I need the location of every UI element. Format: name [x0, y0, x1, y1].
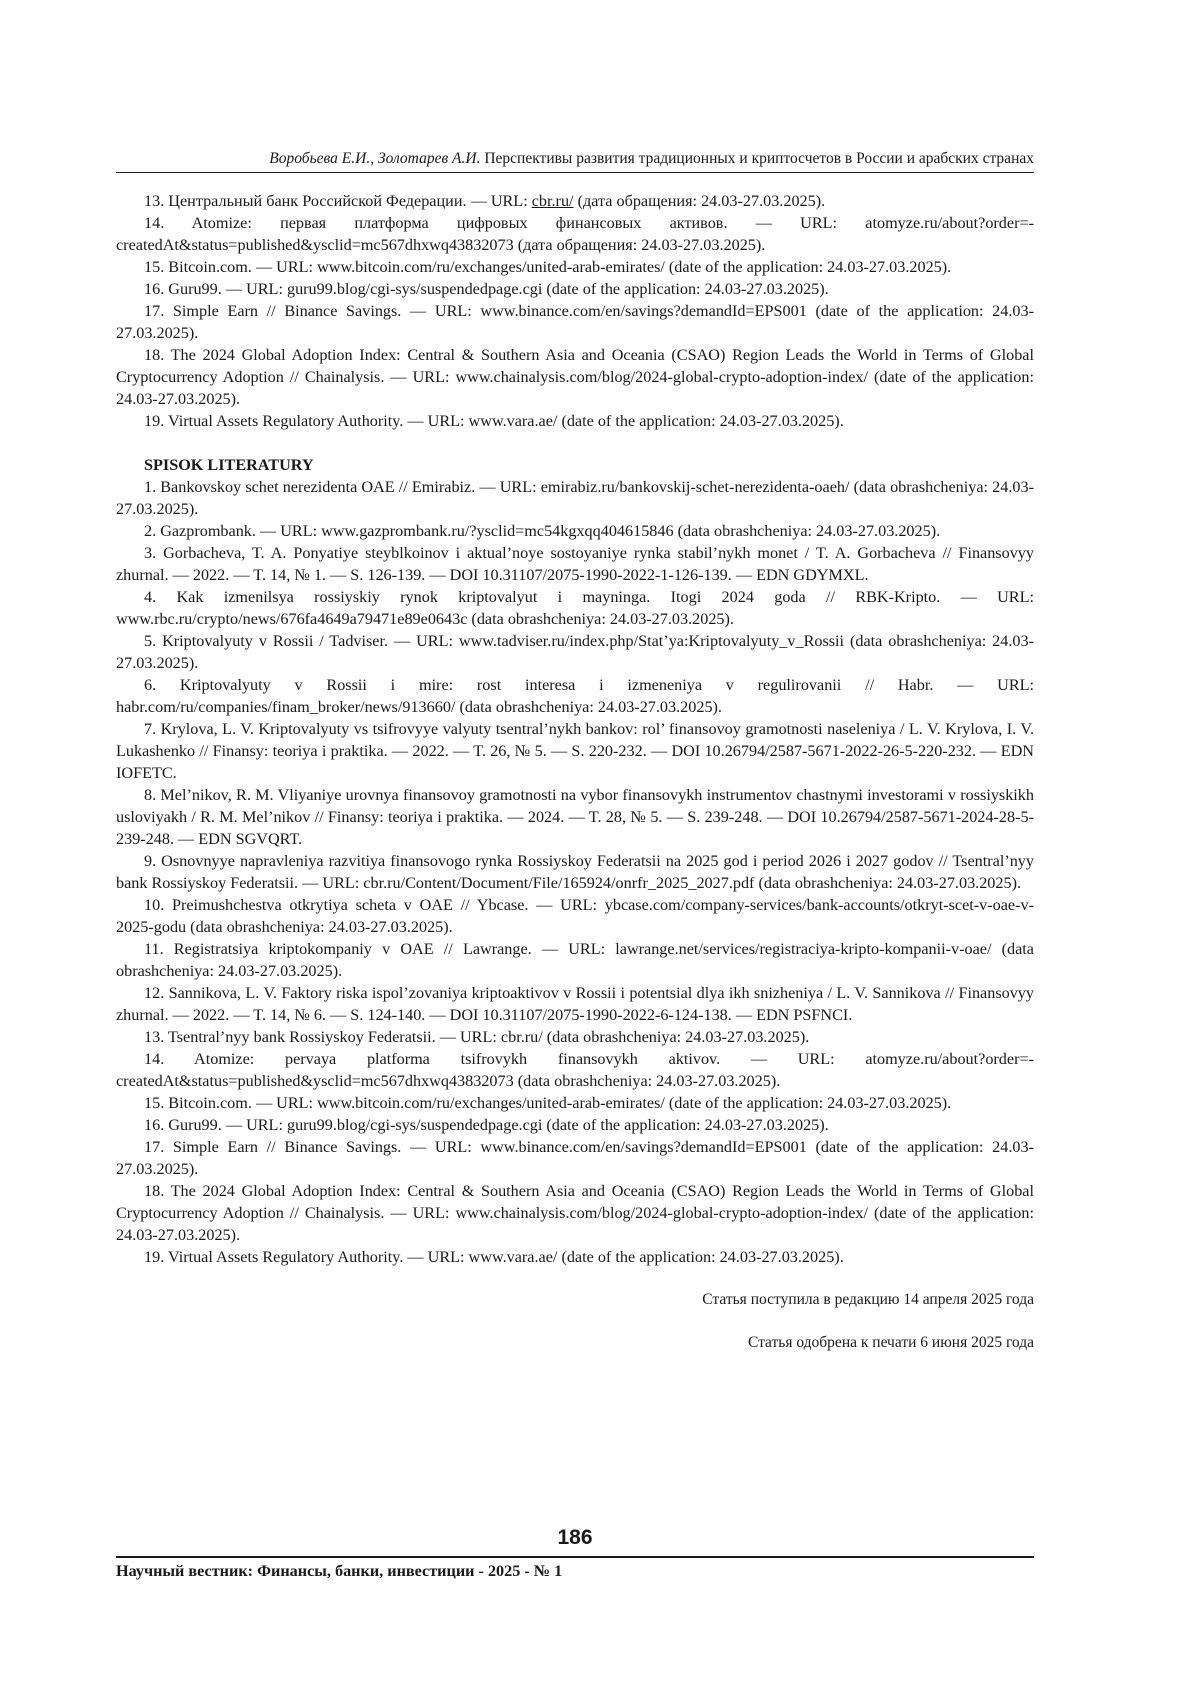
received-date: Статья поступила в редакцию 14 апреля 2025 года — [702, 1291, 1034, 1308]
section-heading: SPISOK LITERATURY — [144, 456, 314, 474]
reference-item — [116, 344, 1034, 410]
reference-item: 11. Registratsiya kriptokompaniy v OAE // Lawrange. — URL: lawrange.net/services/registraciya-kripto-kompanii-v-oae/ (data obrashcheniya: 24.03-27.03.2025). — [116, 940, 1034, 980]
reference-text: 17. Simple Earn // Binance Savings. — URL: www.binance.com/en/savings?demandId=EPS001 (date of the application: 24.03-27.03.2025). — [116, 302, 1034, 342]
reference-item — [116, 410, 1034, 432]
reference-item — [116, 300, 1034, 344]
reference-item: 8. Mel’nikov, R. M. Vliyaniye urovnya finansovoy gramotnosti na vybor finansovykh instrumentov chastnymi investorami v rossiyskikh usloviyakh / R. M. Mel’nikov // Finansy: teoriya i praktika. — 2024. — T. 28, № 5. — S. 239-248. — DOI 10.26794/2587-5671-2024-28-5-239-248. — EDN SGVQRT. — [116, 786, 1034, 848]
reference-item: 17. Simple Earn // Binance Savings. — URL: www.binance.com/en/savings?demandId=EPS001 (date of the application: 24.03-27.03.2025). — [116, 1138, 1034, 1178]
reference-link[interactable]: cbr.ru/ — [531, 192, 574, 210]
reference-item: 1. Bankovskoy schet nerezidenta OAE // Emirabiz. — URL: emirabiz.ru/bankovskij-schet-nerezidenta-oaeh/ (data obrashcheniya: 24.03-27.03.2025). — [116, 478, 1034, 518]
reference-item: 7. Krylova, L. V. Kriptovalyuty vs tsifrovyye valyuty tsentral’nykh bankov: rol’ finansovoy gramotnosti naseleniya / L. V. Krylova, I. V. Lukashenko // Finansy: teoriya i praktika. — 2022. — T. 26, № 5. — S. 220-232. — DOI 10.26794/2587-5671-2022-26-5-220-232. — EDN IOFETC. — [116, 720, 1034, 782]
approved-date: Статья одобрена к печати 6 июня 2025 года — [747, 1334, 1034, 1351]
reference-text: 19. Virtual Assets Regulatory Authority. — URL: www.vara.ae/ (date of the application: 24.03-27.03.2025). — [144, 412, 844, 430]
journal-title: Научный вестник: Финансы, банки, инвестиции - 2025 - № 1 — [116, 1562, 563, 1580]
reference-text: 18. The 2024 Global Adoption Index: Central & Southern Asia and Oceania (CSAO) Region Leads the World in Terms of Global Cryptocurrency Adoption // Chainalysis. — URL: www.chainalysis.com/blog/2024-global-crypto-adoption-index/ (date of the application: 24.03-27.03.2025). — [116, 346, 1034, 408]
page-number: 186 — [557, 1526, 593, 1549]
reference-item — [116, 256, 1034, 278]
reference-item: 5. Kriptovalyuty v Rossii / Tadviser. — URL: www.tadviser.ru/index.php/Stat’ya:Kriptovalyuty_v_Rossii (data obrashcheniya: 24.03-27.03.2025). — [116, 632, 1034, 672]
reference-item: 12. Sannikova, L. V. Faktory riska ispol’zovaniya kriptoaktivov v Rossii i potentsial dlya ikh snizheniya / L. V. Sannikova // Finansovyy zhurnal. — 2022. — T. 14, № 6. — S. 124-140. — DOI 10.31107/2075-1990-2022-6-124-138. — EDN PSFNCI. — [116, 984, 1034, 1024]
reference-item — [116, 190, 1034, 212]
reference-item — [116, 212, 1034, 256]
reference-item: 9. Osnovnyye napravleniya razvitiya finansovogo rynka Rossiyskoy Federatsii na 2025 god i period 2026 i 2027 godov // Tsentral’nyy bank Rossiyskoy Federatsii. — URL: cbr.ru/Content/Document/File/165924/onrfr_2025_2027.pdf (data obrashcheniya: 24.03-27.03.2025). — [116, 852, 1034, 892]
reference-text: 14. Atomize: первая платформа цифровых финансовых активов. — URL: atomyze.ru/about?order=-createdAt&status=published&ysclid=mc567dhxwq43832073 (дата обращения: 24.03-27.03.2025). — [116, 214, 1034, 254]
reference-item: 4. Kak izmenilsya rossiyskiy rynok kriptovalyut i mayninga. Itogi 2024 goda // RBK-Kripto. — URL: www.rbc.ru/crypto/news/676fa4649a79471e89e0643c (data obrashcheniya: 24.03-27.03.2025). — [116, 588, 1034, 628]
references-list — [116, 190, 1034, 1268]
journal-footer — [116, 1556, 1034, 1581]
reference-item: 6. Kriptovalyuty v Rossii i mire: rost interesa i izmeneniya v regulirovanii // Habr. — URL: habr.com/ru/companies/finam_broker/news/913660/ (data obrashcheniya: 24.03-27.03.2025). — [116, 676, 1034, 716]
article-dates — [116, 1290, 1034, 1353]
reference-item: 19. Virtual Assets Regulatory Authority. — URL: www.vara.ae/ (date of the application: 24.03-27.03.2025). — [144, 1248, 844, 1266]
reference-text: 16. Guru99. — URL: guru99.blog/cgi-sys/suspendedpage.cgi (date of the application: 24.03-27.03.2025). — [144, 280, 829, 298]
reference-item: 3. Gorbacheva, T. A. Ponyatiye steyblkoinov i aktual’noye sostoyaniye rynka stabil’nykh monet / T. A. Gorbacheva // Finansovyy zhurnal. — 2022. — T. 14, № 1. — S. 126-139. — DOI 10.31107/2075-1990-2022-1-126-139. — EDN GDYMXL. — [116, 544, 1034, 584]
reference-item — [116, 278, 1034, 300]
reference-item: 13. Tsentral’nyy bank Rossiyskoy Federatsii. — URL: cbr.ru/ (data obrashcheniya: 24.03-27.03.2025). — [144, 1028, 810, 1046]
reference-item: 2. Gazprombank. — URL: www.gazprombank.ru/?ysclid=mc54kgxqq404615846 (data obrashcheniya: 24.03-27.03.2025). — [144, 522, 941, 540]
references-original — [116, 190, 1034, 432]
reference-item: 16. Guru99. — URL: guru99.blog/cgi-sys/suspendedpage.cgi (date of the application: 24.03-27.03.2025). — [144, 1116, 829, 1134]
header-authors: Воробьева Е.И., Золотарев А.И. — [269, 150, 481, 167]
references-transliterated — [116, 476, 1034, 1268]
reference-text: 15. Bitcoin.com. — URL: www.bitcoin.com/ru/exchanges/united-arab-emirates/ (date of the application: 24.03-27.03.2025). — [144, 258, 952, 276]
reference-text: 13. Центральный банк Российской Федерации. — URL: — [144, 192, 532, 210]
reference-item: 10. Preimushchestva otkrytiya scheta v OAE // Ybcase. — URL: ybcase.com/company-services/bank-accounts/otkryt-scet-v-oae-v-2025-godu (data obrashcheniya: 24.03-27.03.2025). — [116, 896, 1034, 936]
reference-item: 14. Atomize: pervaya platforma tsifrovykh finansovykh aktivov. — URL: atomyze.ru/about?order=-createdAt&status=published&ysclid=mc567dhxwq43832073 (data obrashcheniya: 24.03-27.03.2025). — [116, 1050, 1034, 1090]
reference-text: (дата обращения: 24.03-27.03.2025). — [573, 192, 826, 210]
reference-item: 18. The 2024 Global Adoption Index: Central & Southern Asia and Oceania (CSAO) Region Leads the World in Terms of Global Cryptocurrency Adoption // Chainalysis. — URL: www.chainalysis.com/blog/2024-global-crypto-adoption-index/ (date of the application: 24.03-27.03.2025). — [116, 1182, 1034, 1244]
page-body — [116, 150, 1034, 1353]
reference-item: 15. Bitcoin.com. — URL: www.bitcoin.com/ru/exchanges/united-arab-emirates/ (date of the application: 24.03-27.03.2025). — [144, 1094, 952, 1112]
header-title: Перспективы развития традиционных и криптосчетов в России и арабских странах — [484, 150, 1034, 167]
running-header — [116, 150, 1034, 173]
